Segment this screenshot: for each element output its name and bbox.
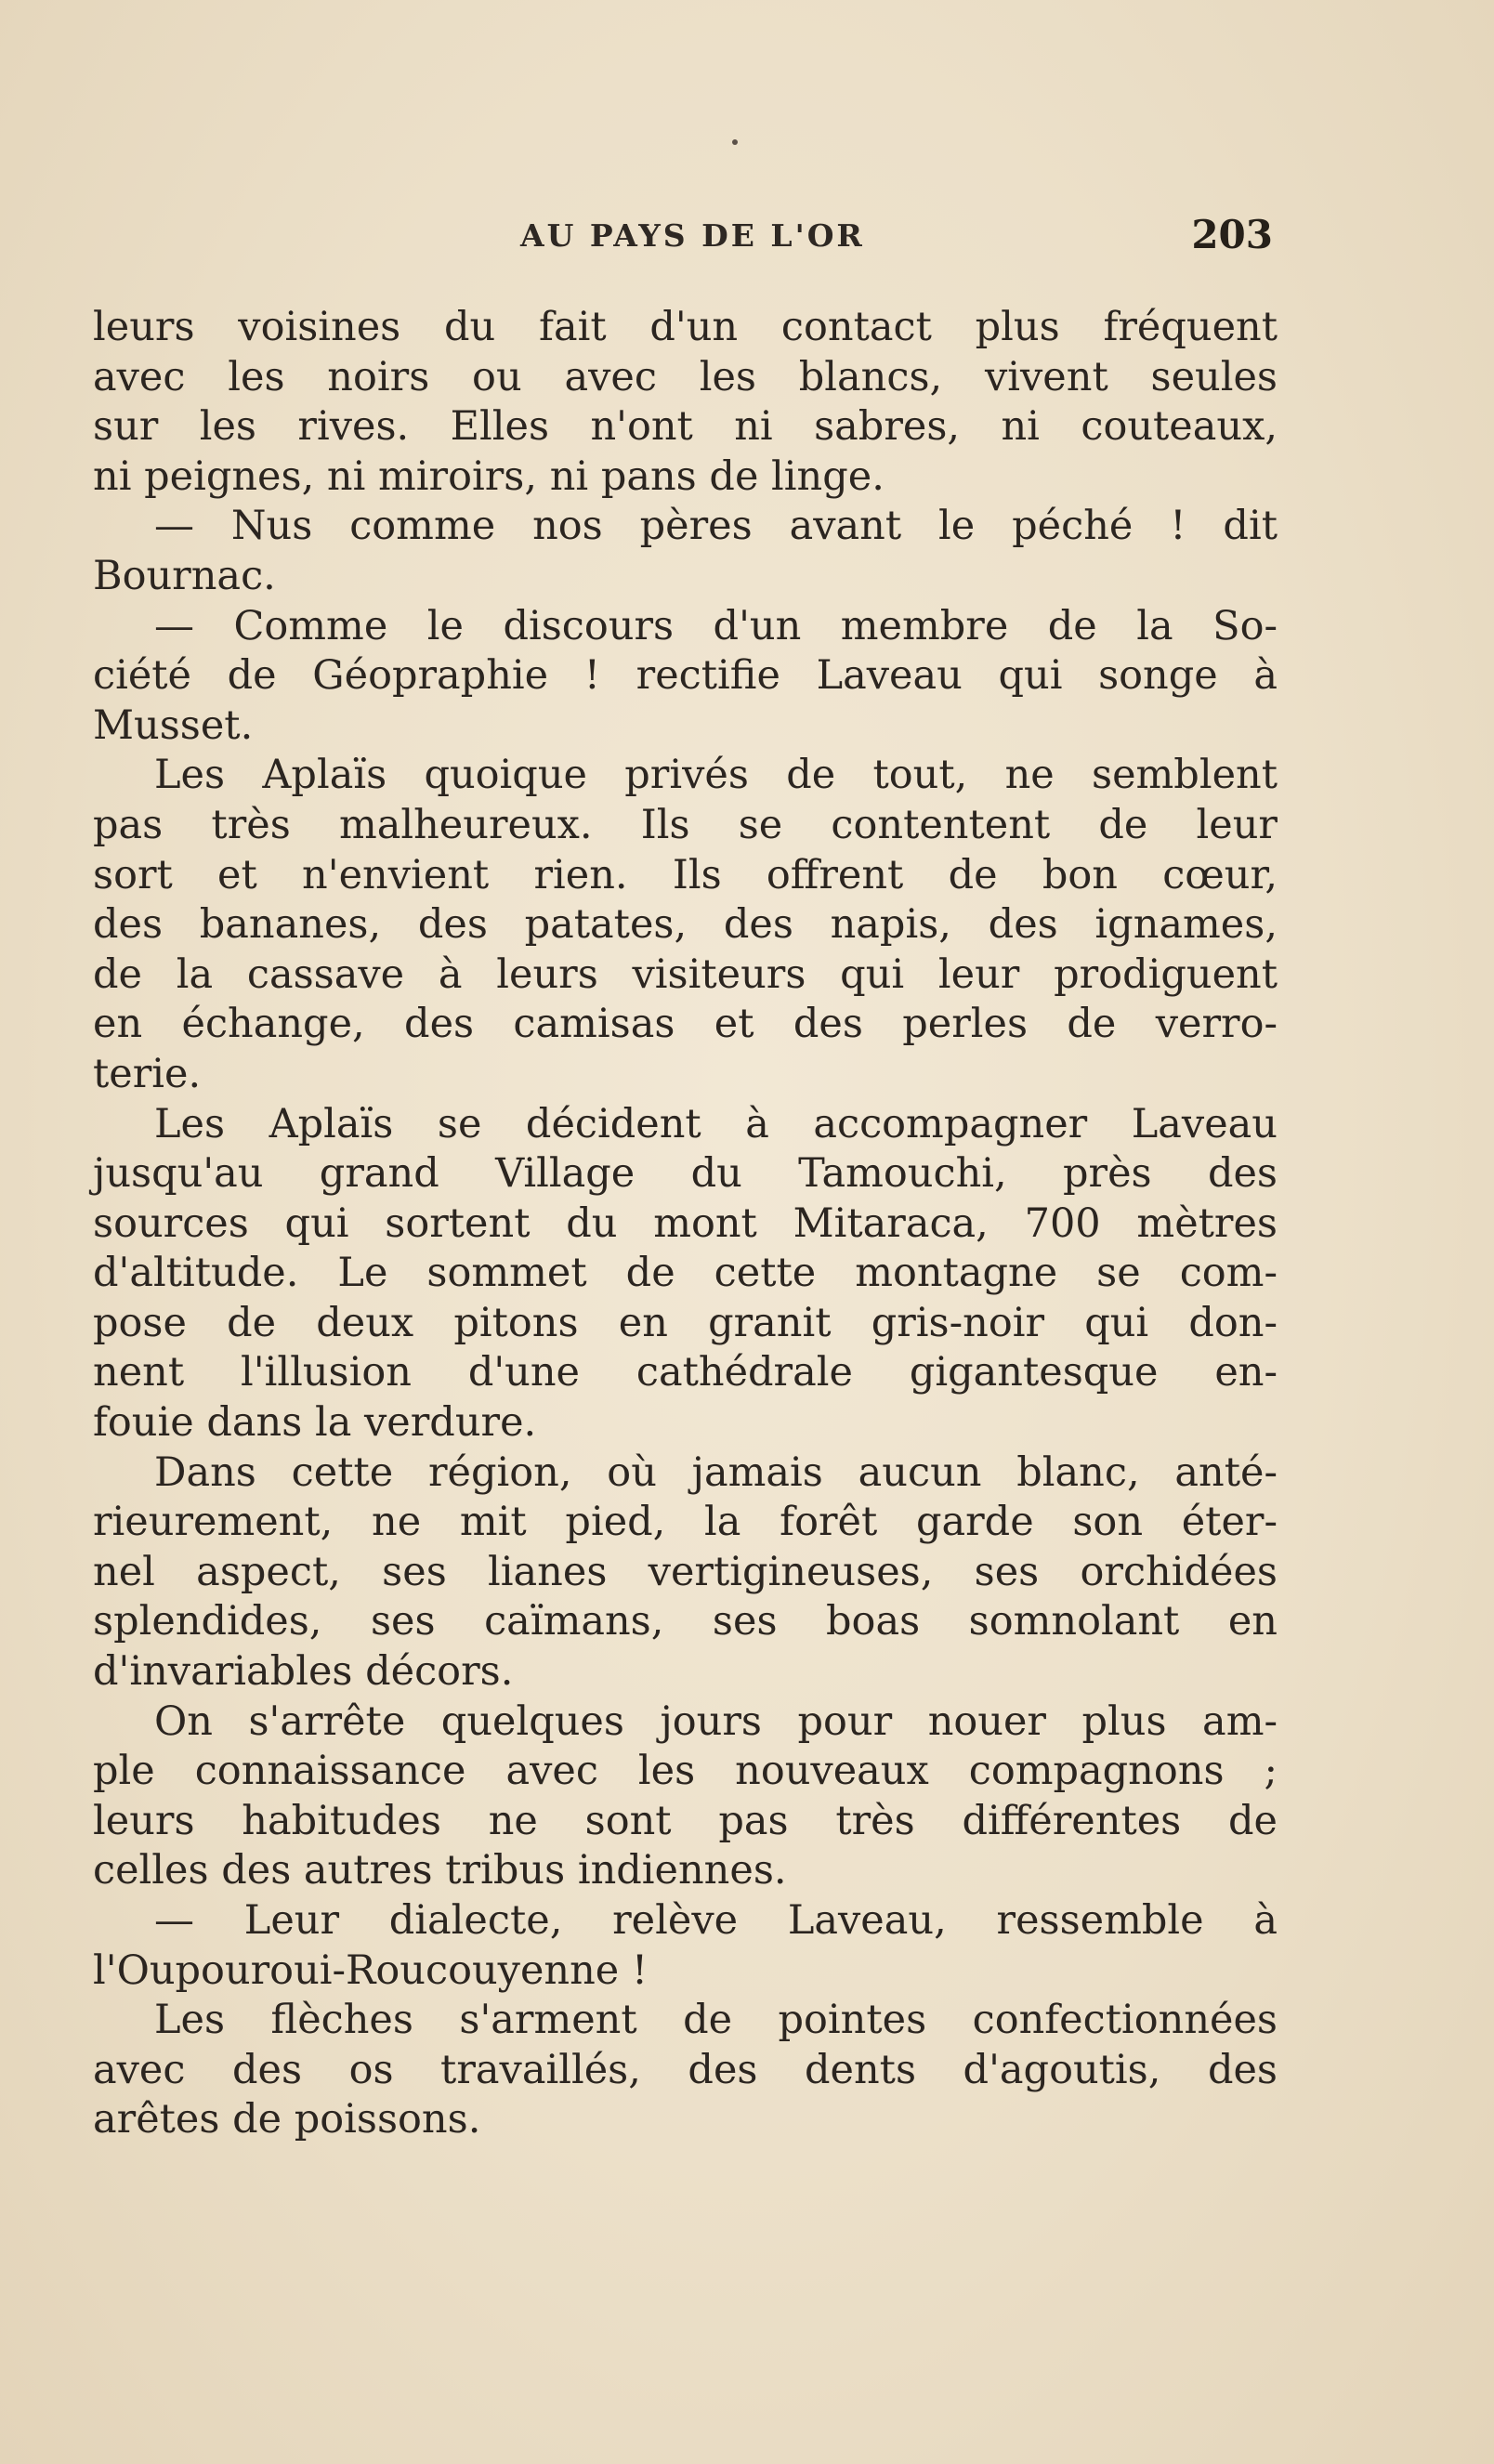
text-line: fouie dans la verdure. xyxy=(93,1399,537,1447)
text-line: pose de deux pitons en granit gris-noir qui don- xyxy=(93,1299,1278,1346)
text-line: rieurement, ne mit pied, la forêt garde son éter- xyxy=(93,1499,1278,1546)
text-line: Les Aplaïs quoique privés de tout, ne semblent xyxy=(154,752,1278,799)
text-line: de la cassave à leurs visiteurs qui leur prodiguent xyxy=(93,950,1278,998)
text-line: Les Aplaïs se décident à accompagner Laveau xyxy=(154,1100,1278,1147)
text-line: nel aspect, ses lianes vertigineuses, ses orchidées xyxy=(93,1548,1278,1595)
text-line: — Comme le discours d'un membre de la So- xyxy=(154,602,1278,649)
text-line: avec des os travaillés, des dents d'agoutis, des xyxy=(93,2046,1278,2093)
text-line: jusqu'au grand Village du Tamouchi, près des xyxy=(93,1150,1278,1198)
text-line: sur les rives. Elles n'ont ni sabres, ni couteaux, xyxy=(93,403,1278,451)
text-line: sources qui sortent du mont Mitaraca, 700 mètres xyxy=(93,1199,1278,1247)
text-line: des bananes, des patates, des napis, des ignames, xyxy=(93,901,1278,949)
text-line: — Nus comme nos pères avant le péché ! dit xyxy=(154,503,1278,550)
text-line: arêtes de poissons. xyxy=(93,2096,481,2143)
body-text xyxy=(93,303,1278,2145)
text-line: ciété de Géopraphie ! rectifie Laveau qui songe à xyxy=(93,652,1278,700)
text-line: d'invariables décors. xyxy=(93,1648,514,1696)
text-line: On s'arrête quelques jours pour nouer plus am- xyxy=(154,1697,1278,1745)
text-line: — Leur dialecte, relève Laveau, ressemble à xyxy=(154,1897,1278,1944)
text-line: splendides, ses caïmans, ses boas somnolant en xyxy=(93,1598,1278,1645)
text-line: en échange, des camisas et des perles de verro- xyxy=(93,1001,1278,1048)
page-number: 203 xyxy=(1191,212,1273,257)
running-title: AU PAYS DE L'OR xyxy=(520,217,865,254)
text-line: Les flèches s'arment de pointes confectionnées xyxy=(154,1997,1278,2044)
text-line: leurs habitudes ne sont pas très différentes de xyxy=(93,1797,1278,1844)
text-line: l'Oupouroui-Roucouyenne ! xyxy=(93,1946,649,1994)
text-line: Dans cette région, où jamais aucun blanc, anté- xyxy=(154,1448,1278,1496)
text-line: Bournac. xyxy=(93,552,276,599)
text-line: ple connaissance avec les nouveaux compagnons ; xyxy=(93,1748,1278,1795)
text-line: Musset. xyxy=(93,701,254,749)
ink-speck xyxy=(732,139,738,145)
text-line: d'altitude. Le sommet de cette montagne se com- xyxy=(93,1250,1278,1297)
page-header xyxy=(93,212,1273,268)
text-line: avec les noirs ou avec les blancs, vivent seules xyxy=(93,353,1278,400)
text-line: nent l'illusion d'une cathédrale gigantesque en- xyxy=(93,1349,1278,1396)
text-line: ni peignes, ni miroirs, ni pans de linge. xyxy=(93,452,885,500)
text-line: terie. xyxy=(93,1050,202,1097)
text-line: pas très malheureux. Ils se contentent de leur xyxy=(93,801,1278,848)
text-line: sort et n'envient rien. Ils offrent de bon cœur, xyxy=(93,851,1278,898)
text-line: leurs voisines du fait d'un contact plus fréquent xyxy=(93,304,1278,350)
text-line: celles des autres tribus indiennes. xyxy=(93,1847,787,1894)
